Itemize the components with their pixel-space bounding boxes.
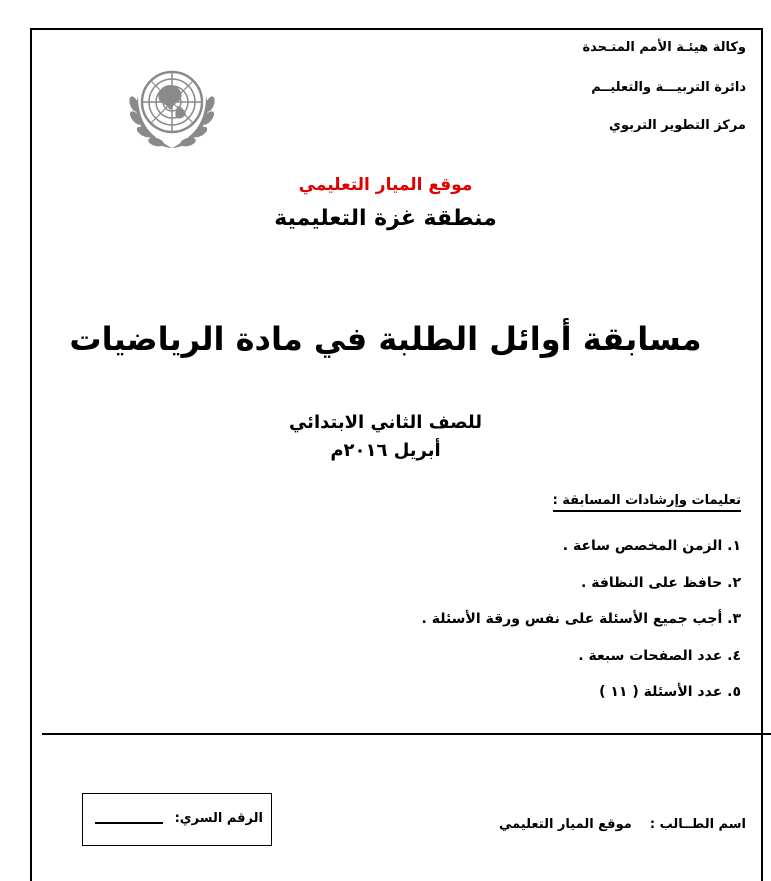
page-frame-top [30,28,763,30]
site-name: موقع الميار التعليمي [298,175,473,195]
secret-number-box [82,793,272,846]
student-name-row [499,817,746,832]
instruction-item: ٥. عدد الأسئلة ( ١١ ) [599,684,741,700]
department-name: دائرة التربيـــة والتعليــم [591,80,746,95]
grade-label: للصف الثاني الابتدائي [288,412,483,433]
exam-date: أبريل ٢٠١٦م [330,440,441,461]
instructions-heading: تعليمات وإرشادات المسابقة : [553,493,741,512]
instruction-item: ٢. حافظ على النظافة . [581,574,741,591]
section-divider [42,733,771,735]
un-emblem-icon [118,56,226,156]
instruction-item: ١. الزمن المخصص ساعة . [562,538,741,554]
center-name: مركز التطوير التربوي [609,118,746,133]
instructions-list [422,538,741,721]
student-name-value: موقع الميار التعليمي [498,817,632,832]
student-name-label: اسم الطــالب : [649,817,746,832]
instruction-item: ٣. أجب جميع الأسئلة على نفس ورقة الأسئلة . [421,611,741,627]
page-title: مسابقة أوائل الطلبة في مادة الرياضيات [69,320,702,358]
secret-number-field[interactable] [95,822,163,824]
instruction-item: ٤. عدد الصفحات سبعة . [578,647,741,664]
agency-name: وكالة هيئـة الأمم المتـحدة [582,40,746,55]
secret-number-label: الرقم السري: [174,811,263,826]
region-name: منطقة غزة التعليمية [274,206,497,231]
